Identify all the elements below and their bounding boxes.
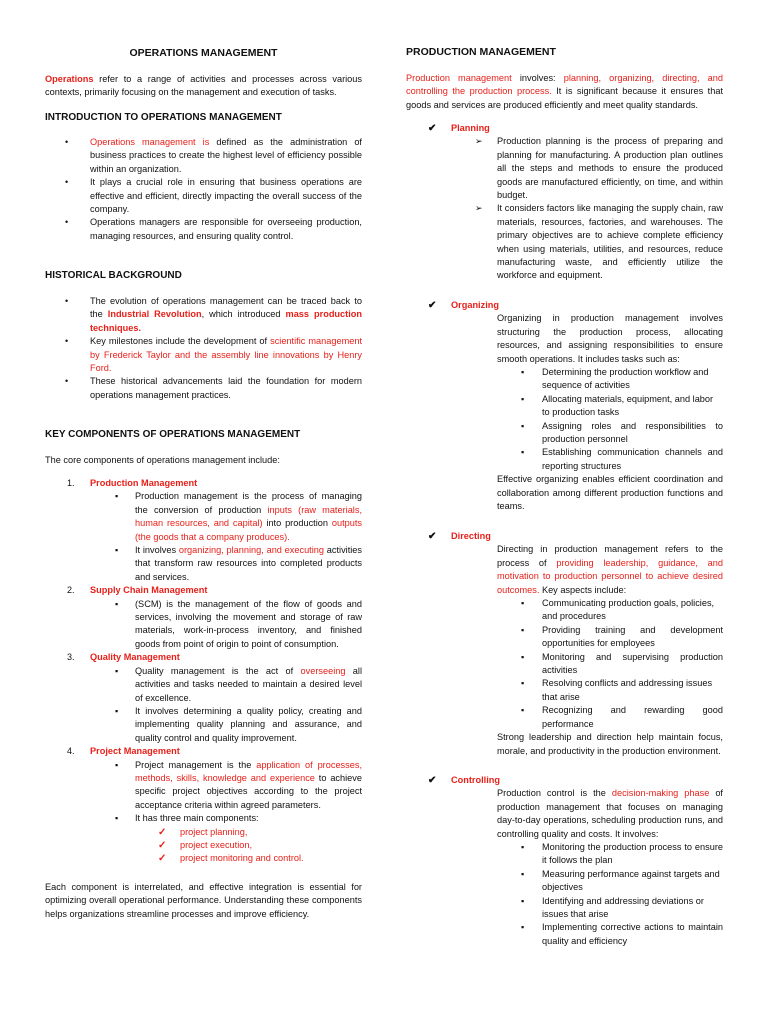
square-bullet-icon: ▪ [521,420,525,431]
controlling-section [406,774,723,948]
prod-intro-d: It is significant because it ensures that goods and services are produced efficiently and meet quality standards. [406,86,723,110]
c4-s1: project planning, [180,826,248,837]
c1-b1-c: into production [262,518,332,529]
c1-b2-b: organizing, planning, and executing [178,545,325,556]
square-bullet-icon: ▪ [521,895,525,906]
controlling-b: decision-making phase [611,788,710,799]
component-title: Production Management [90,478,198,488]
bullet-icon: • [65,376,69,387]
square-bullet-icon: ▪ [521,705,525,716]
square-bullet-icon: ▪ [521,367,525,378]
c3-b1-c: all activities and tasks needed to maintain a desired level of excellence. [135,665,362,703]
intro-text: refer to a range of activities and processes across various contexts, primarily focusing on the management and execution of tasks. [45,74,362,98]
checkmark-icon: ✓ [158,839,167,851]
organizing-item: Establishing communication channels and reporting structures [542,447,723,471]
organizing-title: Organizing [451,300,499,310]
directing-b: providing leadership, guidance, and motivation to production personnel to achieve desired outcomes. [497,557,724,595]
c4-s2: project execution, [180,839,253,850]
c4-b1-c: to achieve specific project objectives according to the project acceptance criteria within agreed parameters. [135,772,362,810]
planning-section [406,122,723,283]
square-bullet-icon: ▪ [115,705,119,716]
hist-b1-a: The evolution of operations management can be traced back to the [90,296,362,320]
directing-close: Strong leadership and direction help maintain focus, morale, and productivity in the production environment. [497,732,723,756]
square-bullet-icon: ▪ [521,868,525,879]
controlling-a: Production control is the [497,788,612,799]
controlling-item: Implementing corrective actions to maintain quality and efficiency [542,922,723,946]
directing-item: Monitoring and supervising production activities [542,651,723,676]
list-item [406,366,723,393]
list-item [45,826,362,839]
c1-b1-a: Production management is the process of managing the conversion of production [135,491,362,515]
history-heading: HISTORICAL BACKGROUND [45,270,182,281]
c1-b2-a: It involves [135,545,179,556]
square-bullet-icon: ▪ [115,665,119,676]
square-bullet-icon: ▪ [115,545,119,556]
list-item [406,841,723,868]
list-item [45,176,362,216]
square-bullet-icon: ▪ [115,813,119,824]
c1-b1-b: inputs (raw materials, human resources, and capital) [135,504,362,529]
organizing-list [406,366,723,473]
controlling-item: Identifying and addressing deviations or issues that arise [542,895,704,920]
list-item [45,544,362,584]
controlling-item: Monitoring the production process to ensure it follows the plan [542,842,723,866]
component-title: Supply Chain Management [90,585,208,596]
square-bullet-icon: ▪ [521,447,525,458]
list-item [45,852,362,865]
directing-a: Directing in production management refers to the process of [497,544,723,568]
item-number: 3. [67,652,75,663]
list-item [45,812,362,825]
controlling-list [406,841,723,948]
component-quality [45,651,362,664]
component-project [45,745,362,758]
checkmark-icon: ✓ [158,853,167,865]
page-title: OPERATIONS MANAGEMENT [129,47,278,59]
organizing-title-row [406,299,723,312]
square-bullet-icon: ▪ [521,598,525,609]
item-number: 1. [67,478,75,488]
list-item [406,393,723,420]
c3-b1-b: overseeing [300,665,346,676]
list-item [45,216,362,243]
prod-intro-c: planning, organizing, directing, and controlling the production process. [406,73,723,97]
bullet-icon: • [65,177,69,188]
c4-b2: It has three main components: [135,813,259,824]
list-item [406,651,723,678]
hist-b2-a: Key milestones include the development of [90,336,271,347]
organizing-item: Assigning roles and responsibilities to production personnel [542,420,723,445]
checkmark-icon: ✔ [428,123,437,134]
intro-b1-term: Operations management is [90,137,210,147]
c4-b1-a: Project management is the [135,759,257,770]
key-components-intro: The core components of operations management include: [45,455,280,465]
planning-title: Planning [451,123,490,133]
list-item [406,704,723,731]
list-item [45,665,362,705]
intro-term: Operations [45,74,94,84]
directing-c: Key aspects include: [539,584,627,595]
c4-s3: project monitoring and control. [180,853,304,864]
intro-paragraph [45,73,362,100]
bullet-icon: • [65,217,69,228]
list-item [45,295,362,335]
organizing-item: Determining the production workflow and sequence of activities [542,367,709,391]
component-title: Quality Management [90,652,180,663]
square-bullet-icon: ▪ [115,491,119,502]
hist-b1-c: , which introduced [201,309,286,320]
intro-b1-text: defined as the administration of business practices to create the highest level of efficiency possible within an organization. [90,137,362,174]
list-item [406,420,723,447]
square-bullet-icon: ▪ [521,624,525,635]
checkmark-icon: ✔ [428,531,437,542]
list-item [45,136,362,176]
square-bullet-icon: ▪ [521,651,525,662]
bullet-icon: • [65,336,69,347]
square-bullet-icon: ▪ [115,759,119,770]
c1-b2-c: activities that transform raw resources into completed products and services. [135,545,363,582]
checkmark-icon: ✔ [428,300,437,311]
list-item [406,446,723,473]
list-item [406,202,723,282]
organizing-close: Effective organizing enables efficient coordination and collaboration among different production functions and teams. [497,474,723,512]
controlling-title-row [406,774,723,787]
list-item [406,677,723,704]
list-item [45,375,362,402]
organizing-item: Allocating materials, equipment, and labor to production tasks [542,393,714,418]
list-item [406,921,723,948]
controlling-text [497,787,723,841]
directing-title: Directing [451,531,491,541]
list-item [406,597,723,624]
component-title: Project Management [90,746,180,757]
directing-section [406,530,723,758]
intro-list [45,136,362,243]
square-bullet-icon: ▪ [115,598,119,609]
directing-title-row [406,530,723,543]
c2-b1: (SCM) is the management of the flow of goods and services, involving the movement and storage of raw materials, work-in-process inventory, and finished goods from point of origin to point of consumption. [135,598,362,649]
square-bullet-icon: ▪ [521,842,525,853]
component-production [45,477,362,490]
prod-intro-b: involves: [511,73,564,83]
organizing-section [406,299,723,514]
component-supply-chain [45,584,362,597]
c3-b1-a: Quality management is the act of [135,665,301,676]
square-bullet-icon: ▪ [521,922,525,933]
square-bullet-icon: ▪ [521,393,525,404]
c3-b2: It involves determining a quality policy, creating and implementing quality planning and assurance, and quality control and quality improvement. [135,705,362,743]
directing-item: Communicating production goals, policies, and procedures [542,598,715,622]
intro-b3-text: Operations managers are responsible for overseeing production, managing resources, and ensuring quality control. [90,217,362,241]
history-list [45,295,362,402]
directing-list [406,597,723,731]
list-item [406,868,723,895]
controlling-c: of production management that focuses on managing day-to-day operations, scheduling production runs, and controlling quality and costs. It involves: [497,788,723,839]
c1-b1-d: outputs (the goods that a company produces). [135,518,362,542]
list-item [406,624,723,651]
directing-item: Resolving conflicts and addressing issues that arise [542,678,713,702]
controlling-item: Measuring performance against targets and objectives [542,868,720,893]
checkmark-icon: ✔ [428,775,437,786]
hist-b2-b: scientific management by Frederick Taylor and the assembly line innovations by Henry Ford. [90,336,362,374]
arrow-bullet-icon: ➢ [475,203,483,214]
list-item [45,598,362,652]
intro-heading: INTRODUCTION TO OPERATIONS MANAGEMENT [45,112,282,123]
list-item [45,705,362,745]
list-item [406,135,723,202]
item-number: 2. [67,585,75,596]
arrow-bullet-icon: ➢ [475,136,483,147]
bullet-icon: • [65,137,69,147]
checkmark-icon: ✓ [158,826,167,838]
list-item [45,839,362,852]
hist-b1-b: Industrial Revolution [107,309,202,320]
planning-a1: Production planning is the process of preparing and planning for manufacturing. A production plan outlines all the steps and methods to ensure the produced goods are manufactured efficiently, on time, and within budget. [497,136,723,201]
directing-item: Recognizing and rewarding good performance [542,705,723,729]
planning-title-row [406,122,723,135]
components-list [45,477,362,866]
list-item [45,490,362,544]
hist-b1-d: mass production techniques. [90,309,362,333]
c4-b1-b: application of processes, methods, skills, knowledge and experience [135,759,363,783]
planning-a2: It considers factors like managing the supply chain, raw materials, resources, factories, and warehouses. The primary objectives are to achieve complete efficiency when using materials, utilities, and resources, reduce manufacturing waste, and efficiently utilize the workforce and equipment. [497,203,723,281]
production-intro [406,72,723,112]
key-components-heading: KEY COMPONENTS OF OPERATIONS MANAGEMENT [45,429,301,440]
list-item [45,335,362,375]
prod-intro-a: Production management [406,73,512,83]
closing-paragraph: Each component is interrelated, and effective integration is essential for optimizing overall operational performance. Understanding these components helps organizations streamline processes and improve efficiency. [45,882,362,919]
controlling-title: Controlling [451,775,500,785]
hist-b3-text: These historical advancements laid the foundation for modern operations management practices. [90,376,362,400]
bullet-icon: • [65,296,69,306]
item-number: 4. [67,746,75,757]
list-item [406,895,723,922]
intro-b2-text: It plays a crucial role in ensuring that business operations are effective and efficient, directly impacting the overall success of the company. [90,177,362,215]
organizing-text: Organizing in production management involves structuring the production process, allocating resources, and assigning responsibilities to ensure smooth operations. It includes tasks such as: [497,313,723,364]
production-heading: PRODUCTION MANAGEMENT [406,46,556,58]
list-item [45,759,362,813]
directing-item: Providing training and development opportunities for employees [542,624,723,649]
square-bullet-icon: ▪ [521,678,525,689]
